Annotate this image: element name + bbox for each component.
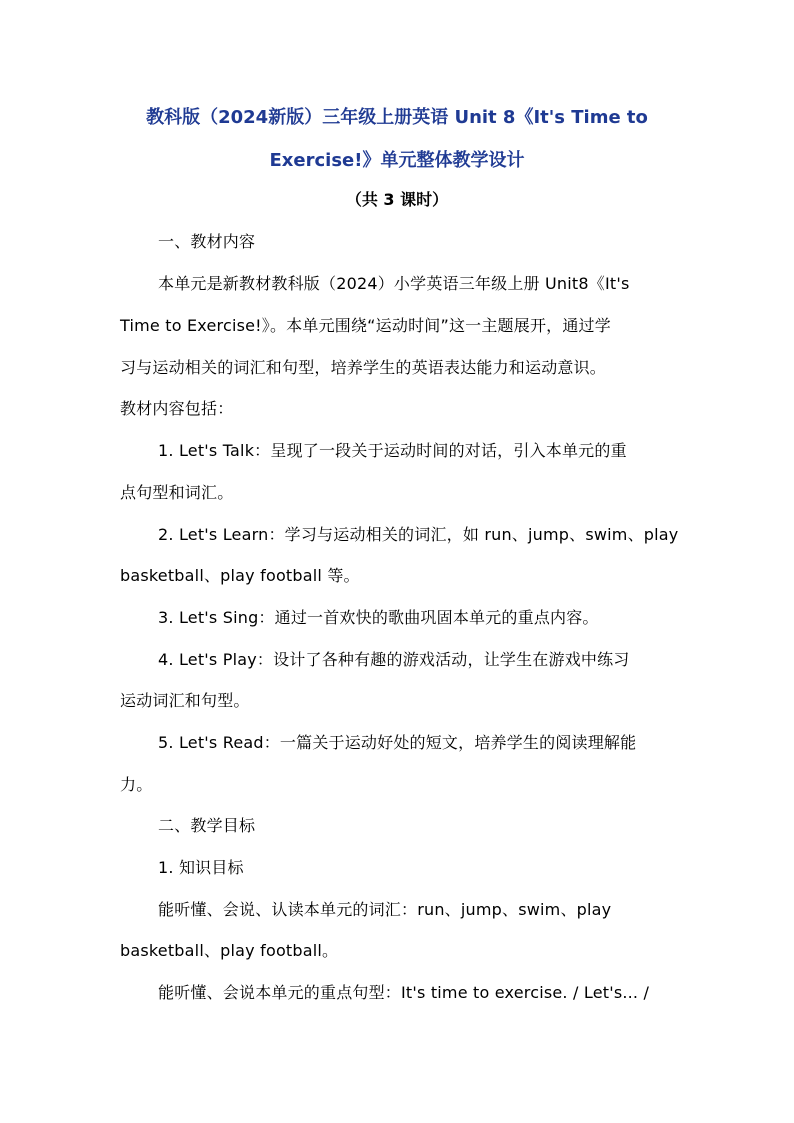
document-title-line-2: Exercise!》单元整体教学设计 bbox=[269, 150, 525, 171]
subheading-knowledge-goals: 1. 知识目标 bbox=[158, 858, 244, 877]
lesson-count-subtitle: （共 3 课时） bbox=[345, 190, 449, 209]
list-item-lets-sing: 3. Let's Sing：通过一首欢快的歌曲巩固本单元的重点内容。 bbox=[158, 608, 599, 627]
intro-paragraph-line: 习与运动相关的词汇和句型，培养学生的英语表达能力和运动意识。 bbox=[120, 358, 607, 377]
list-item-lets-talk: 1. Let's Talk：呈现了一段关于运动时间的对话，引入本单元的重 bbox=[158, 441, 627, 460]
list-item-lets-play: 4. Let's Play：设计了各种有趣的游戏活动，让学生在游戏中练习 bbox=[158, 650, 630, 669]
section-heading-materials: 一、教材内容 bbox=[158, 232, 256, 251]
goal-text-line: 能听懂、会说本单元的重点句型：It's time to exercise. / Let's... / bbox=[158, 983, 650, 1002]
list-item-lets-read: 5. Let's Read：一篇关于运动好处的短文，培养学生的阅读理解能 bbox=[158, 733, 637, 752]
section-heading-goals: 二、教学目标 bbox=[158, 816, 256, 835]
list-item-lets-learn: 2. Let's Learn：学习与运动相关的词汇，如 run、jump、swim、play bbox=[158, 525, 679, 544]
list-item-lets-talk-cont: 点句型和词汇。 bbox=[120, 483, 234, 502]
goal-text-line: basketball、play football。 bbox=[120, 941, 339, 960]
goal-text-line: 能听懂、会说、认读本单元的词汇：run、jump、swim、play bbox=[158, 900, 612, 919]
list-item-lets-play-cont: 运动词汇和句型。 bbox=[120, 691, 250, 710]
list-item-lets-learn-cont: basketball、play football 等。 bbox=[120, 566, 360, 585]
list-item-lets-read-cont: 力。 bbox=[120, 775, 153, 794]
intro-paragraph-line: 本单元是新教材教科版（2024）小学英语三年级上册 Unit8《It's bbox=[158, 274, 630, 293]
document-title-line-1: 教科版（2024新版）三年级上册英语 Unit 8《It's Time to bbox=[146, 107, 648, 128]
intro-paragraph-line: Time to Exercise!》。本单元围绕“运动时间”这一主题展开，通过学 bbox=[120, 316, 611, 335]
intro-paragraph-line: 教材内容包括： bbox=[120, 399, 234, 418]
